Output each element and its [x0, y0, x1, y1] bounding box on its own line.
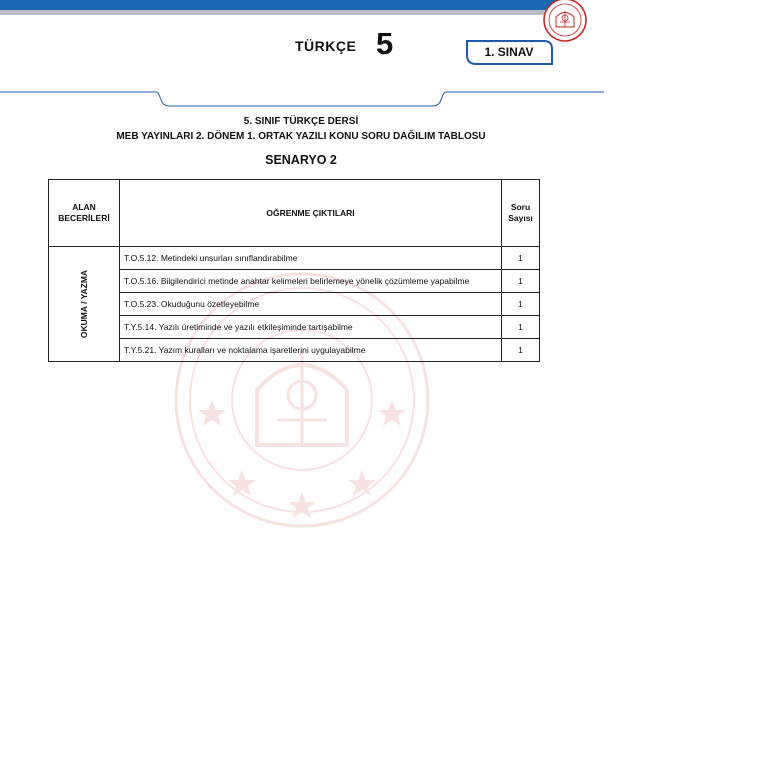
- header-alan-line2: BECERİLERİ: [58, 213, 110, 223]
- outcome-cell: T.O.5.23. Okuduğunu özetleyebilme: [120, 293, 502, 316]
- course-title: 5. SINIF TÜRKÇE DERSİ: [243, 116, 359, 127]
- count-cell: 1: [502, 247, 540, 270]
- header-count: [502, 180, 540, 247]
- header-outcomes: OĞRENME ÇIKTILARI: [120, 180, 502, 247]
- table-row: [49, 270, 540, 293]
- group-cell: [49, 247, 120, 362]
- header-alan: [49, 180, 120, 247]
- table-row: [49, 339, 540, 362]
- header-alan-line1: ALAN: [72, 202, 96, 212]
- exam-label: 1. SINAV: [484, 45, 534, 59]
- outcomes-table: [48, 179, 540, 362]
- table-row: [49, 293, 540, 316]
- outcome-cell: T.Y.5.21. Yazım kuralları ve noktalama işaretlerini uygulayabilme: [120, 339, 502, 362]
- subject-title: TÜRKÇE: [295, 38, 357, 54]
- table-row: [49, 316, 540, 339]
- group-label: OKUMA / YAZMA: [79, 269, 89, 339]
- header-count-line1: Soru: [510, 202, 531, 212]
- count-cell: 1: [502, 293, 540, 316]
- grade-number: 5: [376, 26, 394, 61]
- table-title: MEB YAYINLARI 2. DÖNEM 1. ORTAK YAZILI KONU SORU DAĞILIM TABLOSU: [116, 131, 486, 142]
- count-cell: 1: [502, 339, 540, 362]
- count-cell: 1: [502, 316, 540, 339]
- outcome-cell: T.O.5.12. Metindeki unsurları sınıflandırabilme: [120, 247, 502, 270]
- outcome-cell: T.O.5.16. Bilgilendirici metinde anahtar kelimeleri belirlemeye yönelik çözümleme yapabilme: [120, 270, 502, 293]
- table-header-row: [49, 180, 540, 247]
- table-row: [49, 247, 540, 270]
- top-color-bar: [0, 0, 560, 10]
- ministry-seal-icon: [540, 0, 590, 42]
- header-divider: [0, 88, 604, 110]
- scenario-title: SENARYO 2: [265, 153, 337, 167]
- header-count-line2: Sayısı: [508, 213, 533, 223]
- top-gray-bar: [0, 10, 560, 15]
- count-cell: 1: [502, 270, 540, 293]
- outcome-cell: T.Y.5.14. Yazılı üretiminde ve yazılı etkileşiminde tartışabilme: [120, 316, 502, 339]
